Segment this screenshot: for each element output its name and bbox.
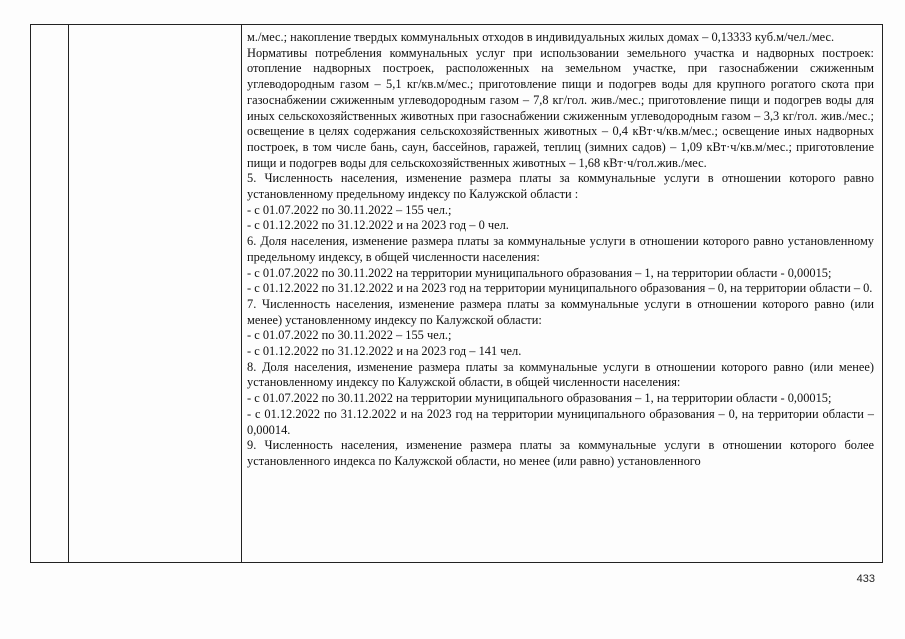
paragraph: Нормативы потребления коммунальных услуг при использовании земельного участка и надворных построек: отопление надворных построек, расположенных на земельном участке, при газоснабжении сжиженным углеводородным газом – 5,1 кг/кв.м/мес.; приготовление пищи и подогрев воды для крупного рогатого скота при газоснабжении сжиженным углеводородным газом – 7,8 кг/гол. жив./мес.; приготовление пищи и подогрев воды для иных сельскохозяйственных животных при газоснабжении сжиженным углеводородным газом – 3,3 кг/гол. жив./мес.; освещение в целях содержания сельскохозяйственных животных – 0,4 кВт·ч/кв.м/мес.; освещение иных надворных построек, в том числе бань, саун, бассейнов, гаражей, теплиц (зимних садов) – 1,09 кВт·ч/кв.м/мес.; приготовление пищи и подогрев воды для сельскохозяйственных животных – 1,68 кВт·ч/гол.жив./мес. [247, 45, 874, 170]
paragraph: - с 01.07.2022 по 30.11.2022 на территории муниципального образования – 1, на территории области - 0,00015; [247, 265, 832, 280]
content-text [242, 25, 882, 562]
document-table [30, 24, 883, 563]
paragraph: - с 01.07.2022 по 30.11.2022 на территории муниципального образования – 1, на территории области - 0,00015; [247, 391, 832, 406]
paragraph: 7. Численность населения, изменение размера платы за коммунальные услуги в отношении которого равно (или менее) установленному индексу по Калужской области: [247, 296, 874, 327]
paragraph: 6. Доля населения, изменение размера платы за коммунальные услуги в отношении которого равно установленному предельному индексу, в общей численности населения: [247, 234, 874, 264]
table-cell-number [31, 25, 69, 563]
paragraph: - с 01.12.2022 по 31.12.2022 и на 2023 год – 0 чел. [247, 218, 509, 233]
table-cell-content [242, 25, 883, 563]
paragraph: 5. Численность населения, изменение размера платы за коммунальные услуги в отношении которого равно установленному предельному индексу по Калужской области : [247, 171, 874, 202]
paragraph: 8. Доля населения, изменение размера платы за коммунальные услуги в отношении которого равно (или менее) установленному индексу по Калужской области, в общей численности населения: [247, 359, 874, 390]
paragraph: - с 01.12.2022 по 31.12.2022 и на 2023 год на территории муниципального образования – 0, на территории области – 0. [247, 281, 873, 296]
page-number: 433 [856, 573, 875, 585]
paragraph: - с 01.07.2022 по 30.11.2022 – 155 чел.; [247, 328, 452, 343]
paragraph: - с 01.12.2022 по 31.12.2022 и на 2023 год – 141 чел. [247, 344, 522, 359]
paragraph: м./мес.; накопление твердых коммунальных отходов в индивидуальных жилых домах – 0,13333 куб.м/чел./мес. [247, 30, 835, 44]
paragraph: - с 01.12.2022 по 31.12.2022 и на 2023 год на территории муниципального образования – 0, на территории области – 0,00014. [247, 406, 874, 437]
paragraph: - с 01.07.2022 по 30.11.2022 – 155 чел.; [247, 202, 452, 217]
table-cell-name [69, 25, 242, 563]
table-row [31, 25, 883, 563]
paragraph: 9. Численность населения, изменение размера платы за коммунальные услуги в отношении которого более установленного индекса по Калужской области, но менее (или равно) установленного [247, 438, 874, 468]
